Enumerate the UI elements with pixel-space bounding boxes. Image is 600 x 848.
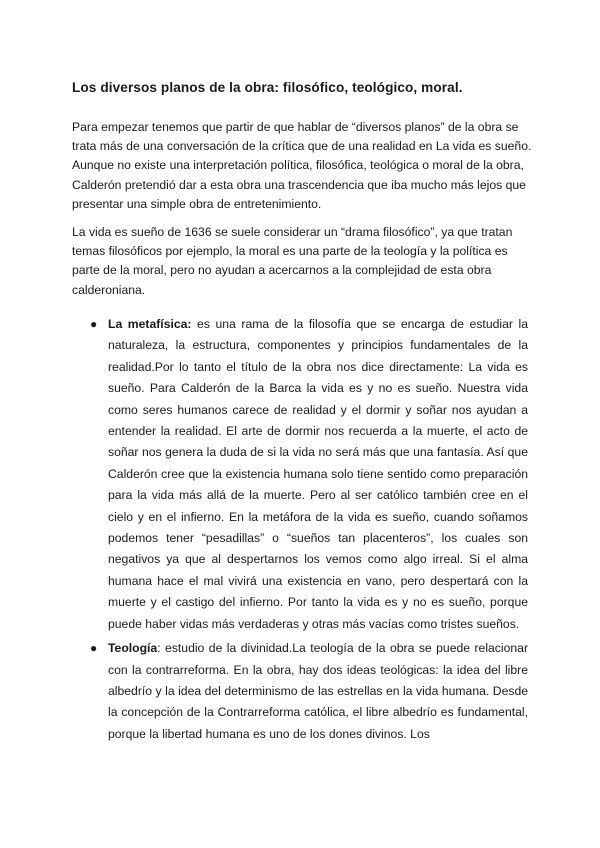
list-item-teologia — [90, 638, 528, 745]
term-metafisica: La metafísica: — [108, 317, 192, 331]
list-item-metafisica — [90, 314, 528, 635]
topics-list — [90, 314, 528, 748]
bullet-icon: ● — [90, 317, 98, 331]
term-teologia: Teología — [108, 641, 158, 656]
bullet-icon: ● — [90, 641, 98, 656]
definition-metafisica: es una rama de la filosofía que se encarga de estudiar la naturaleza, la estructura, componentes y principios fundamentales de la realidad.Por lo tanto el título de la obra nos dice directamente: La vida es sueño. Para Calderón de la Barca la vida es y no es sueño. Nuestra vida como seres humanos carece de realidad y el dormir y soñar nos ayudan a entender la realidad. El arte de dormir nos recuerda a la muerte, el acto de soñar nos genera la duda de si la vida no será más que una fantasía. Así que Calderón cree que la existencia humana solo tiene sentido como preparación para la vida más allá de la muerte. Pero al ser católico también cree en el cielo y en el infierno. En la metáfora de la vida es sueño, cuando soñamos podemos tener “pesadillas” o “sueños tan placenteros”, los cuales son negativos ya que al despertarnos los vemos como algo irreal. Si el alma humana hace el mal vivirá una existencia en vano, pero despertará con la muerte y el castigo del infierno. Por tanto la vida es y no es sueño, porque puede haber vidas más verdaderas y otras más vacías como tristes sueños. — [108, 317, 528, 631]
context-paragraph: La vida es sueño de 1636 se suele considerar un “drama filosófico”, ya que tratan temas filosóficos por ejemplo, la moral es una parte de la teología y la política es parte de la moral, pero no ayudan a acercarnos a la complejidad de esta obra calderoniana. — [72, 225, 513, 297]
section-title: Los diversos planos de la obra: filosófico, teológico, moral. — [72, 80, 463, 95]
definition-teologia: : estudio de la divinidad.La teología de la obra se puede relacionar con la contrarreforma. En la obra, hay dos ideas teológicas: la idea del libre albedrío y la idea del determinismo de las estrellas en la vida humana. Desde la concepción de la Contrarreforma católica, el libre albedrío es fundamental, porque la libertad humana es uno de los dones divinos. Los — [108, 641, 528, 741]
intro-paragraph: Para empezar tenemos que partir de que hablar de “diversos planos” de la obra se trata más de una conversación de la crítica que de una realidad en La vida es sueño. Aunque no existe una interpretación política, filosófica, teológica o moral de la obra, Calderón pretendió dar a esta obra una trascendencia que iba mucho más lejos que presentar una simple obra de entretenimiento. — [72, 120, 532, 211]
